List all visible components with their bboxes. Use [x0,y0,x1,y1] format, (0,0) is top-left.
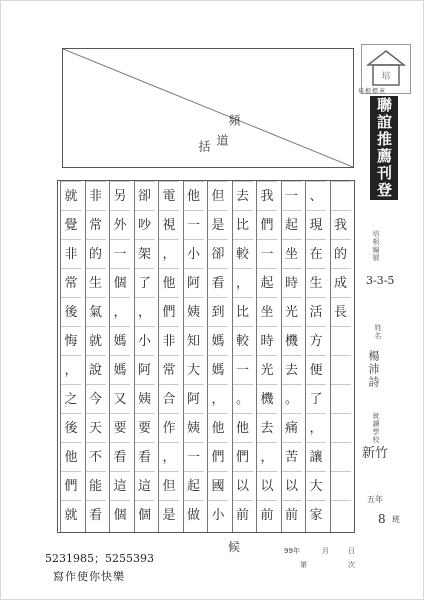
grid-cell: 苦 [282,442,302,472]
school-label: 就讀學校 [372,412,380,444]
grid-cell: 光 [282,297,302,327]
grid-cell [331,181,351,211]
grid-cell: 作 [159,413,179,443]
footer-slogan: 寫作使你快樂 [53,570,125,583]
grid-cell: 、 [306,181,326,211]
grid-cell: 前 [282,500,302,530]
grid-cell: ， [159,442,179,472]
grid-cell: 看 [135,442,155,472]
grid-cell: 成 [331,268,351,298]
grid-column [109,181,130,532]
grid-cell: 光 [257,355,277,385]
grid-cell: 痛 [282,413,302,443]
grid-cell [331,413,351,443]
grid-cell: ， [135,297,155,327]
class-value: 8 [378,512,386,526]
grid-cell: 悔 [61,326,81,356]
grid-column [183,181,204,532]
grid-cell: 家 [306,500,326,530]
footer-code: 5231985；5255393 [45,552,154,565]
grid-cell: 。 [233,384,253,414]
grid-cell: 活 [306,297,326,327]
grid-cell: 姨 [184,413,204,443]
grid-cell: 他 [208,413,228,443]
grid-cell: 較 [233,239,253,269]
grid-cell: 在 [306,239,326,269]
grid-cell: 比 [233,210,253,240]
grid-cell: 方 [306,326,326,356]
grid-cell: 起 [184,471,204,501]
grid-cell: 就 [61,181,81,211]
grid-cell: 阿 [184,384,204,414]
grid-cell: 看 [86,500,106,530]
grid-cell: 覺 [61,210,81,240]
grid-cell: 阿 [135,355,155,385]
grid-cell: 姨 [184,297,204,327]
grid-cell: 一 [257,239,277,269]
grid-cell: 吵 [135,210,155,240]
footer-extra-char: 候 [228,540,241,554]
name-label: 姓名 [374,324,382,340]
grid-cell: 常 [159,355,179,385]
grid-cell: 大 [184,355,204,385]
grid-cell: 視 [159,210,179,240]
grid-cell: 生 [86,268,106,298]
grid-cell: 一 [282,181,302,211]
grid-cell: 外 [110,210,130,240]
grid-cell: 後 [61,413,81,443]
grid-cell: 要 [135,413,155,443]
grid-column [256,181,277,532]
grid-cell: 們 [257,210,277,240]
grid-cell: 們 [159,297,179,327]
recommend-badge: 聯誼推薦刊登 [370,96,398,200]
grid-cell: 一 [110,239,130,269]
grid-cell [331,384,351,414]
grid-cell: 以 [282,471,302,501]
grid-cell: 一 [233,355,253,385]
grid-cell: 。 [282,384,302,414]
grid-cell: 又 [110,384,130,414]
grid-cell: 們 [233,442,253,472]
comment-line-2: 道 [215,134,229,146]
grid-cell: 一 [184,442,204,472]
grid-cell: 常 [86,210,106,240]
grid-cell: 是 [159,500,179,530]
grid-cell: 以 [233,471,253,501]
grid-cell: 長 [331,297,351,327]
stamp-label: 培根標章 [358,88,387,95]
grid-cell: 就 [61,500,81,530]
grid-cell: 一 [184,210,204,240]
grid-cell: 個 [110,500,130,530]
grid-cell: 機 [282,326,302,356]
grid-cell: 小 [208,500,228,530]
grid-column [232,181,253,532]
grid-cell: 媽 [110,355,130,385]
grid-cell: 不 [86,442,106,472]
grid-cell: 卻 [135,181,155,211]
grid-cell: 坐 [257,297,277,327]
grid-cell: 但 [208,181,228,211]
grid-cell: 他 [233,413,253,443]
grid-cell: 非 [61,239,81,269]
grid-cell: 架 [135,239,155,269]
grid-cell: 就 [86,326,106,356]
grid-cell: 的 [331,239,351,269]
grid-cell: ， [159,239,179,269]
grid-cell: 媽 [208,355,228,385]
grid-cell: 合 [159,384,179,414]
grid-cell: 他 [61,442,81,472]
footer-day: 日 [348,547,355,555]
grid-cell: 到 [208,297,228,327]
grid-cell: 媽 [110,326,130,356]
grid-column [134,181,155,532]
code-value: 3-3-5 [366,274,395,287]
grid-cell: 前 [257,500,277,530]
grid-cell: 去 [282,355,302,385]
grid-cell: 便 [306,355,326,385]
grid-cell: 大 [306,471,326,501]
grade-label: 五年 [367,495,383,504]
grid-cell: ， [233,268,253,298]
grid-cell: 做 [184,500,204,530]
comment-line-3: 括 [197,140,211,152]
grid-column [60,181,81,532]
grid-cell: 去 [257,413,277,443]
grid-cell: 個 [110,268,130,298]
grid-cell [331,500,351,530]
grid-cell: 之 [61,384,81,414]
grid-cell: 這 [135,471,155,501]
footer-year: 99年 [284,547,300,555]
grid-cell: 們 [208,442,228,472]
grid-cell: 他 [159,268,179,298]
grid-cell: 說 [86,355,106,385]
grid-cell: ， [306,413,326,443]
grid-column [330,181,351,532]
grid-column [85,181,106,532]
grid-cell: 今 [86,384,106,414]
grid-cell: 較 [233,326,253,356]
grid-cell: 能 [86,471,106,501]
grid-cell: 時 [282,268,302,298]
writing-grid [57,180,355,533]
grid-cell: 阿 [184,268,204,298]
grid-cell: ， [110,297,130,327]
grid-cell: 了 [135,268,155,298]
grid-cell: 小 [135,326,155,356]
grid-cell: 起 [282,210,302,240]
class-label: 班 [392,515,400,524]
grid-cell: 氣 [86,297,106,327]
grid-column [305,181,326,532]
grid-cell: 非 [86,181,106,211]
grid-cell: 我 [331,210,351,240]
grid-cell: 姨 [135,384,155,414]
grid-cell [331,471,351,501]
grid-column [207,181,228,532]
grid-cell: 前 [233,500,253,530]
grid-cell: 起 [257,268,277,298]
footer-times-label: 次 [348,561,355,569]
grid-cell: 生 [306,268,326,298]
grid-cell: 個 [135,500,155,530]
grid-cell: 們 [61,471,81,501]
grid-cell [331,355,351,385]
grid-cell: 以 [257,471,277,501]
grid-cell: ， [257,442,277,472]
svg-text:培: 培 [381,72,391,82]
grid-cell: 看 [208,268,228,298]
footer-month: 月 [322,547,329,555]
grid-cell: 現 [306,210,326,240]
footer-page-label: 第 [300,561,307,569]
grid-cell: 比 [233,297,253,327]
grid-cell: 要 [110,413,130,443]
code-label: 培根編號 [372,230,380,262]
grid-cell: 電 [159,181,179,211]
grid-cell: ， [61,355,81,385]
grid-cell: 去 [233,181,253,211]
grid-cell: 的 [86,239,106,269]
grid-column [281,181,302,532]
grid-cell: 小 [184,239,204,269]
school-value: 新竹 [362,446,389,461]
grid-cell: 這 [110,471,130,501]
grid-cell [331,326,351,356]
grid-cell: 媽 [208,326,228,356]
grid-cell: 看 [110,442,130,472]
grid-cell: 了 [306,384,326,414]
grid-cell: 非 [159,326,179,356]
name-value: 楊沛詩 [367,350,380,389]
grid-cell: 但 [159,471,179,501]
grid-cell: 卻 [208,239,228,269]
grid-cell: 時 [257,326,277,356]
grid-cell: ， [208,384,228,414]
grid-cell [331,442,351,472]
grid-cell: 知 [184,326,204,356]
grid-column [158,181,179,532]
grid-cell: 常 [61,268,81,298]
grid-cell: 坐 [282,239,302,269]
grid-cell: 是 [208,210,228,240]
grid-cell: 讓 [306,442,326,472]
grid-cell: 後 [61,297,81,327]
grid-cell: 他 [184,181,204,211]
grid-cell: 我 [257,181,277,211]
comment-line-1: 頻 [227,114,241,126]
grid-cell: 另 [110,181,130,211]
grid-cell: 國 [208,471,228,501]
grid-cell: 機 [257,384,277,414]
grid-cell: 天 [86,413,106,443]
